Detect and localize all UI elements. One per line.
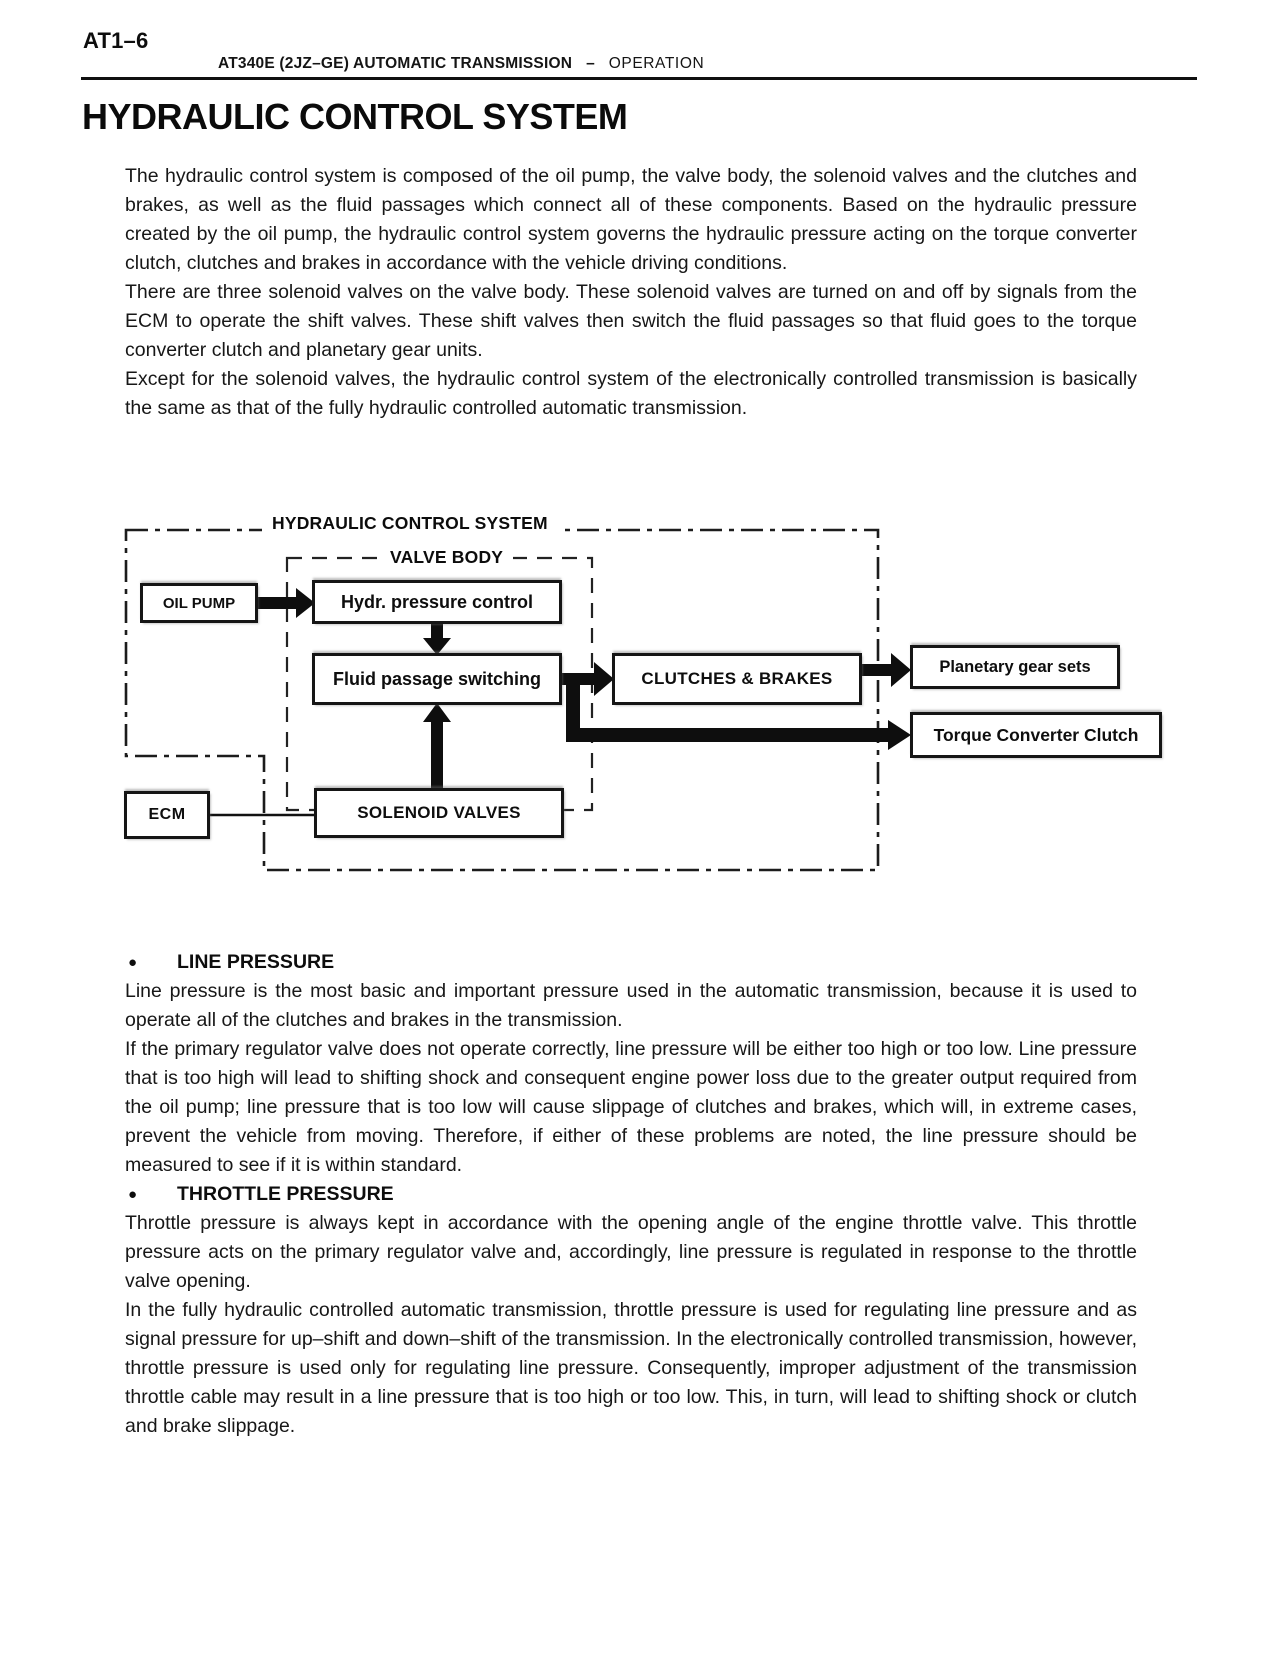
running-header-subtitle: OPERATION (608, 55, 705, 72)
bullet-icon: ● (128, 954, 138, 971)
section-paragraph: Line pressure is the most basic and important pressure used in the automatic transmission, because it is used to operate all of the clutches and brakes in the transmission. (125, 980, 1137, 1031)
section-heading-label: THROTTLE PRESSURE (177, 1183, 394, 1205)
diagram-box-planetary-gear-sets: Planetary gear sets (910, 645, 1120, 689)
arrow-clutches-to-planetary (862, 653, 911, 687)
page-title: HYDRAULIC CONTROL SYSTEM (82, 96, 628, 137)
running-header-separator: – (586, 55, 595, 72)
diagram-system-label: HYDRAULIC CONTROL SYSTEM (262, 511, 558, 536)
intro-paragraph: There are three solenoid valves on the valve body. These solenoid valves are turned on and off by signals from the ECM to operate the shift valves. These shift valves then switch the fluid passages so that fluid goes to the torque converter clutch and planetary gear units. (125, 281, 1137, 361)
diagram-box-solenoid-valves: SOLENOID VALVES (314, 788, 564, 838)
bullet-icon: ● (128, 1186, 138, 1203)
arrow-hydr-to-fluid (423, 624, 451, 655)
section-heading-throttle-pressure (125, 1180, 1137, 1209)
section-paragraph: In the fully hydraulic controlled automatic transmission, throttle pressure is used for regulating line pressure and as signal pressure for up–shift and down–shift of the transmission. In the electronically controlled transmission, however, throttle pressure is used only for regulating line pressure. Consequently, improper adjustment of the transmission throttle cable may result in a line pressure that is too high or too low. This, in turn, will lead to shifting shock or clutch and brake slippage. (125, 1299, 1137, 1437)
running-header-title: AT340E (2JZ–GE) AUTOMATIC TRANSMISSION (218, 55, 573, 72)
diagram-box-torque-converter-clutch: Torque Converter Clutch (910, 712, 1162, 758)
diagram-valve-body-label: VALVE BODY (380, 545, 513, 570)
section-paragraph: Throttle pressure is always kept in accordance with the opening angle of the engine throttle valve. This throttle pressure acts on the primary regulator valve and, accordingly, line pressure is regulated in response to the throttle valve opening. (125, 1212, 1137, 1292)
diagram-box-clutches-brakes: CLUTCHES & BRAKES (612, 653, 862, 705)
section-heading-label: LINE PRESSURE (177, 951, 335, 973)
pressure-sections (125, 948, 1137, 1441)
page-code: AT1–6 (83, 28, 149, 53)
intro-paragraph: The hydraulic control system is composed of the oil pump, the valve body, the solenoid valves and the clutches and brakes, as well as the fluid passages which connect all of these components. Based on the hydraulic pressure created by the oil pump, the hydraulic control system governs the hydraulic pressure acting on the torque converter clutch, clutches and brakes in accordance with the vehicle driving conditions. (125, 165, 1137, 274)
section-heading-line-pressure (125, 948, 1137, 977)
diagram-box-fluid-passage-switching: Fluid passage switching (312, 653, 562, 705)
diagram-box-oil-pump: OIL PUMP (140, 583, 258, 623)
arrow-solenoid-to-fluid (423, 703, 451, 788)
diagram-box-hydr-pressure-control: Hydr. pressure control (312, 580, 562, 624)
section-paragraph: If the primary regulator valve does not operate correctly, line pressure will be either too high or too low. Line pressure that is too high will lead to shifting shock and consequent engine power loss due to the greater output required from the oil pump; line pressure that is too low will cause slippage of clutches and brakes, which will, in extreme cases, prevent the vehicle from moving. Therefore, if either of these problems are noted, the line pressure should be measured to see if it is within standard. (125, 1038, 1137, 1176)
diagram-box-ecm: ECM (124, 791, 210, 839)
intro-paragraph: Except for the solenoid valves, the hydraulic control system of the electronically controlled transmission is basically the same as that of the fully hydraulic controlled automatic transmission. (125, 368, 1137, 419)
